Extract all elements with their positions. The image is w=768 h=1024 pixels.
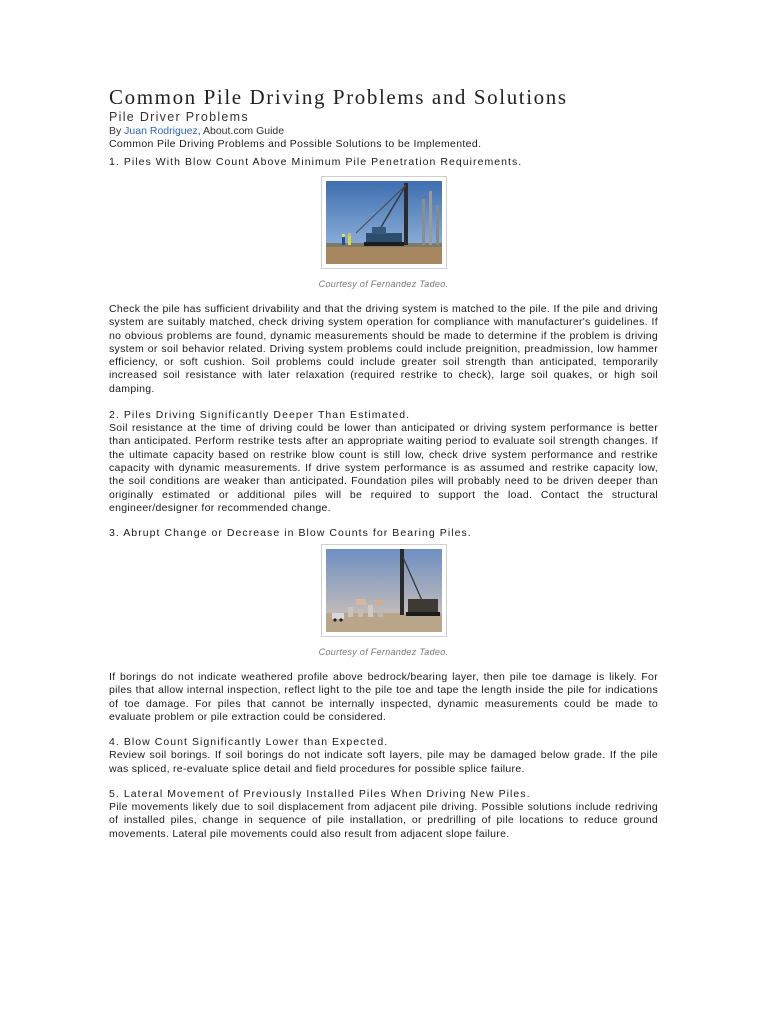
section-3-figure [109, 544, 658, 658]
section-3-body: If borings do not indicate weathered profile above bedrock/bearing layer, then pile toe damage is likely. For piles that allow internal inspection, reflect light to the pile toe and tape the length inside the pile for indications of toe damage. For piles that cannot be internally inspected, dynamic measurements could be made to evaluate problem or pile extraction could be considered. [109, 671, 658, 724]
section-3-caption: Courtesy of Fernandez Tadeo. [318, 647, 449, 658]
section-1-body: Check the pile has sufficient drivability and that the driving system is matched to the pile. If the pile and driving system are suitably matched, check driving system operation for compliance with manufacturer's guidelines. If no obvious problems are found, dynamic measurements should be made to determine if the problem is driving system or soil behavior related. Driving system problems could include preignition, preadmission, low hammer efficiency, or soft cushion. Soil problems could include greater soil strength than anticipated, temporarily increased soil resistance with later relaxation (required restrike to check), large soil quakes, or high soil damping. [109, 303, 658, 395]
page-subtitle: Pile Driver Problems [109, 110, 249, 124]
section-1-heading: 1. Piles With Blow Count Above Minimum Pile Penetration Requirements. [109, 156, 523, 168]
intro-text: Common Pile Driving Problems and Possible Solutions to be Implemented. [109, 138, 482, 150]
section-2-heading: 2. Piles Driving Significantly Deeper Than Estimated. [109, 409, 411, 422]
pile-driver-photo [326, 181, 442, 264]
section-1-figure [109, 176, 658, 290]
page-title: Common Pile Driving Problems and Solutions [109, 85, 568, 109]
author-link[interactable]: Juan Rodriguez [124, 125, 198, 137]
section-4-heading: 4. Blow Count Significantly Lower than Expected. [109, 736, 389, 749]
byline-prefix: By [109, 125, 125, 137]
article [109, 84, 658, 841]
section-5-heading: 5. Lateral Movement of Previously Installed Piles When Driving New Piles. [109, 787, 531, 800]
section-3-heading: 3. Abrupt Change or Decrease in Blow Counts for Bearing Piles. [109, 527, 472, 540]
section-5-body: Pile movements likely due to soil displacement from adjacent pile driving. Possible solutions include redriving of installed piles, change in sequence of pile installation, or predrilling of pile locations to reduce ground movements. Lateral pile movements could also result from adjacent slope failure. [109, 800, 658, 840]
section-3-photo-frame [321, 544, 447, 637]
byline-suffix: , About.com Guide [197, 125, 285, 137]
section-1-photo-frame [321, 176, 447, 269]
byline [109, 125, 658, 138]
section-2-body: Soil resistance at the time of driving could be lower than anticipated or driving system performance is better than anticipated. Perform restrike tests after an appropriate waiting period to evaluate soil strength changes. If the ultimate capacity based on restrike blow count is still low, check drive system performance and restrike capacity with dynamic measurements. If drive system performance is as assumed and restrike capacity low, the soil conditions are weaker than anticipated. Foundation piles will probably need to be driven deeper than originally estimated or additional piles will be required to support the load. Contact the structural engineer/designer for recommended change. [109, 422, 658, 514]
bearing-pile-rig-photo [326, 549, 442, 632]
section-4-body: Review soil borings. If soil borings do not indicate soft layers, pile may be damaged below grade. If the pile was spliced, re-evaluate splice detail and field procedures for possible splice failure. [109, 749, 658, 775]
section-1-caption: Courtesy of Fernandez Tadeo. [318, 279, 449, 289]
